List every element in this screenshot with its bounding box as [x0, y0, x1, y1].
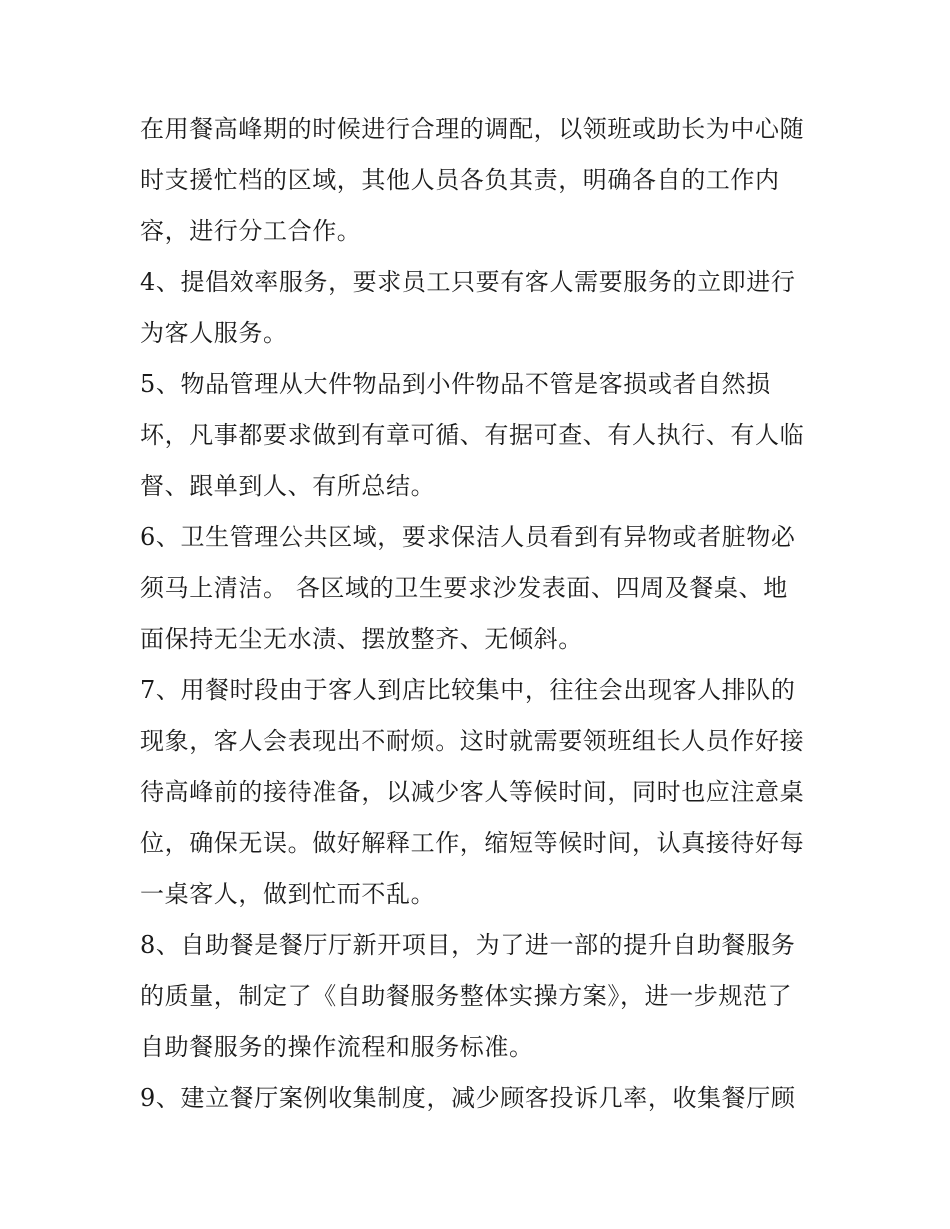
text-line: 5、物品管理从大件物品到小件物品不管是客损或者自然损 [140, 370, 771, 398]
text-line: 须马上清洁。 各区域的卫生要求沙发表面、四周及餐桌、地 [140, 574, 788, 602]
text-line: 的质量，制定了《自助餐服务整体实操方案》，进一步规范了 [140, 982, 793, 1010]
text-line: 待高峰前的接待准备，以减少客人等候时间，同时也应注意桌 [140, 778, 805, 806]
text-line: 7、用餐时段由于客人到店比较集中，往往会出现客人排队的 [140, 676, 796, 704]
document-body [140, 104, 820, 1124]
text-line: 为客人服务。 [140, 319, 288, 347]
text-line: 8、自助餐是餐厅厅新开项目，为了进一部的提升自助餐服务 [140, 931, 796, 959]
text-line: 6、卫生管理公共区域，要求保洁人员看到有异物或者脏物必 [140, 523, 796, 551]
text-line: 9、建立餐厅案例收集制度，减少顾客投诉几率，收集餐厅顾 [140, 1084, 796, 1112]
text-line: 位，确保无误。做好解释工作，缩短等候时间，认真接待好每 [140, 829, 805, 857]
text-line: 坏，凡事都要求做到有章可循、有据可查、有人执行、有人临 [140, 421, 805, 449]
text-line: 在用餐高峰期的时候进行合理的调配，以领班或助长为中心随 [140, 115, 805, 143]
text-line: 时支援忙档的区域，其他人员各负其责，明确各自的工作内 [140, 166, 780, 194]
text-line: 面保持无尘无水渍、摆放整齐、无倾斜。 [140, 625, 583, 653]
text-line: 督、跟单到人、有所总结。 [140, 472, 436, 500]
text-line: 一桌客人，做到忙而不乱。 [140, 880, 436, 908]
text-line: 现象，客人会表现出不耐烦。这时就需要领班组长人员作好接 [140, 727, 805, 755]
text-line: 自助餐服务的操作流程和服务标准。 [140, 1033, 534, 1061]
text-line: 4、提倡效率服务，要求员工只要有客人需要服务的立即进行 [140, 268, 796, 296]
text-line: 容，进行分工合作。 [140, 217, 362, 245]
